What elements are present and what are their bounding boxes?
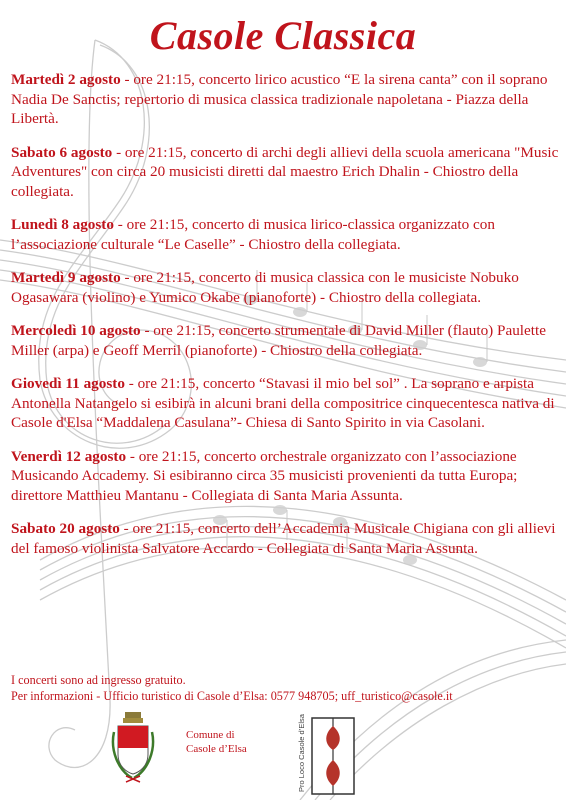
event-text: - ore 21:15, concerto di musica classica con le musiciste Nobuko Ogasawara (violino) e Yumico Okabe (pianoforte) - Chiostro della collegiata. (11, 269, 519, 306)
event-date: Sabato 20 agosto (11, 520, 120, 537)
event-date: Giovedì 11 agosto (11, 375, 125, 392)
event-text: - ore 21:15, concerto lirico acustico “E la sirena canta” con il soprano Nadia De Sanctis; repertorio di musica classica tradizionale napoletana - Piazza della Libertà. (11, 71, 548, 127)
event-item (11, 143, 559, 202)
event-item (11, 447, 559, 506)
event-date: Venerdì 12 agosto (11, 447, 127, 465)
comune-label-line2: Casole d’Elsa (186, 743, 247, 755)
pro-loco-label: Pro Loco Casole d’Elsa (297, 714, 306, 792)
footer (11, 672, 559, 704)
event-date: Martedì 2 agosto (11, 71, 121, 88)
event-date: Martedì 9 agosto (11, 269, 121, 286)
comune-label (186, 728, 247, 756)
comune-label-line1: Comune di (186, 729, 235, 741)
event-text: - ore 21:15, concerto strumentale di David Miller (flauto) Paulette Miller (arpa) e Geoff Merril (pianoforte) - Chiostro della collegiata. (11, 322, 546, 359)
pro-loco-logo (290, 712, 360, 800)
event-text: - ore 21:15, concerto dell’Accademia Musicale Chigiana con gli allievi del famoso violinista Salvatore Accardo - Collegiata di Santa Maria Assunta. (11, 520, 556, 557)
event-text: - ore 21:15, concerto di archi degli allievi della scuola americana "Music Adventures" con circa 20 musicisti diretti dal maestro Erich Dhalin - Chiostro della collegiata. (11, 143, 559, 200)
free-entry-note: I concerti sono ad ingresso gratuito. (11, 673, 186, 687)
page-title: Casole Classica (149, 13, 417, 58)
coat-of-arms-icon (110, 710, 156, 784)
event-date: Sabato 6 agosto (11, 143, 113, 161)
event-date: Lunedì 8 agosto (11, 216, 114, 233)
logo-bar (0, 708, 566, 800)
event-item (11, 374, 559, 433)
event-item (11, 321, 559, 360)
event-item (11, 215, 559, 254)
event-text: - ore 21:15, concerto “Stavasi il mio bel sol” . La soprano e arpista Antonella Natangelo si esibirà in alcuni brani della compositrice cinquecentesca nativa di Casole d'Elsa “Maddalena Casulana”- Chiesa di Santo Spirito in via Casolani. (11, 375, 555, 431)
event-item (11, 268, 559, 307)
event-item (11, 70, 559, 129)
event-list (11, 70, 559, 572)
event-text: - ore 21:15, concerto orchestrale organizzato con l’associazione Musicando Accademy. Si esibiranno circa 35 musicisti provenienti da tutta Europa; direttore Matthieu Mantanu - Collegiata di Santa Maria Assunta. (11, 447, 518, 504)
event-item (11, 519, 559, 558)
info-line: Per informazioni - Ufficio turistico di Casole d’Elsa: 0577 948705; uff_turistico@casole.it (11, 689, 453, 703)
event-text: - ore 21:15, concerto di musica lirico-classica organizzato con l’associazione culturale “Le Caselle” - Chiostro della collegiata. (11, 216, 495, 253)
event-date: Mercoledì 10 agosto (11, 322, 141, 339)
